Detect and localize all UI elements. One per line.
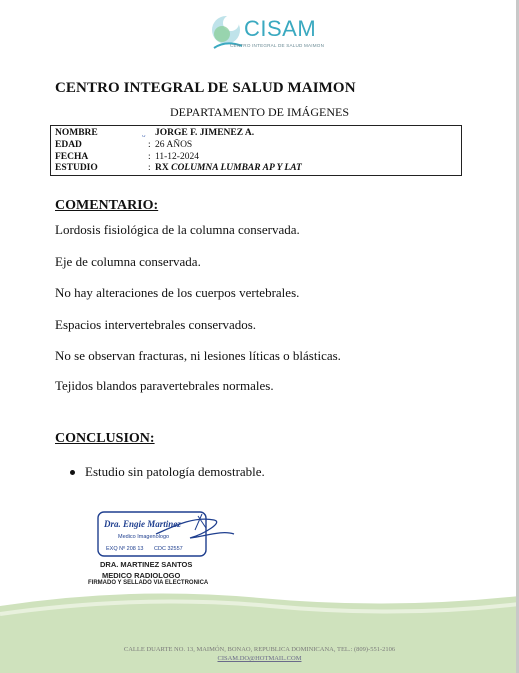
doctor-title: MEDICO RADIOLOGO — [102, 571, 181, 580]
bullet-icon — [70, 470, 75, 475]
date-label: FECHA — [55, 152, 89, 162]
comentario-line: Tejidos blandos paravertebrales normales. — [55, 378, 274, 393]
field-marker-icon: ᴗ — [142, 131, 146, 139]
conclusion-text: Estudio sin patología demostrable. — [85, 464, 265, 479]
cisam-logo — [208, 10, 325, 58]
comentario-line: Espacios intervertebrales conservados. — [55, 317, 257, 332]
study-prefix: RX — [155, 163, 169, 173]
name-value: JORGE F. JIMENEZ A. — [155, 128, 255, 138]
conclusion-heading: CONCLUSION: — [55, 431, 155, 446]
stamp-cdc: CDC 32557 — [154, 546, 183, 552]
stamp-title: Medico Imagenologo — [118, 534, 170, 540]
name-label: NOMBRE — [55, 128, 98, 138]
comentario-line: Eje de columna conservada. — [55, 254, 201, 269]
electronic-signature-note: FIRMADO Y SELLADO VIA ELECTRONICA — [88, 580, 209, 586]
signer-block — [100, 559, 192, 581]
footer-contact — [0, 645, 519, 663]
footer-email[interactable]: CISAM.DO@HOTMAIL.COM — [217, 655, 302, 662]
logo-subtitle: CENTRO INTEGRAL DE SALUD MAIMON — [230, 43, 325, 48]
comentario-heading: COMENTARIO: — [55, 198, 159, 213]
footer-address: CALLE DUARTE NO. 13, MAIMÓN, BONAO, REPUBLICA DOMINICANA, TEL.: (809)-551-2106 — [123, 646, 396, 653]
age-label: EDAD — [55, 140, 82, 150]
stamp-exq: EXQ Nº 208 13 — [106, 546, 144, 552]
comentario-line: No se observan fracturas, ni lesiones líticas o blásticas. — [55, 348, 341, 363]
doctor-name: DRA. MARTINEZ SANTOS — [100, 560, 193, 569]
study-label: ESTUDIO — [55, 163, 98, 173]
stamp-name: Dra. Engie Martinez — [104, 519, 181, 529]
comentario-line: No hay alteraciones de los cuerpos vertebrales. — [55, 285, 300, 300]
logo-emblem-icon — [208, 10, 248, 56]
study-value — [155, 162, 302, 174]
patient-info-box: NOMBRE ᴗ JORGE F. JIMENEZ A. EDAD : 26 AÑOS FECHA : 11-12-2024 ESTUDIO : RX COLUMNA LUMBAR AP Y LAT — [50, 125, 462, 176]
date-value: 11-12-2024 — [155, 152, 199, 162]
logo-wordmark: CISAM — [244, 16, 317, 41]
department-title: DEPARTAMENTO DE IMÁGENES — [170, 105, 349, 119]
study-description: COLUMNA LUMBAR AP Y LAT — [171, 163, 302, 173]
institution-title: CENTRO INTEGRAL DE SALUD MAIMON — [55, 80, 356, 96]
age-value: 26 AÑOS — [155, 140, 193, 150]
doctor-stamp-signature — [94, 508, 244, 560]
comentario-line: Lordosis fisiológica de la columna conservada. — [55, 222, 300, 237]
